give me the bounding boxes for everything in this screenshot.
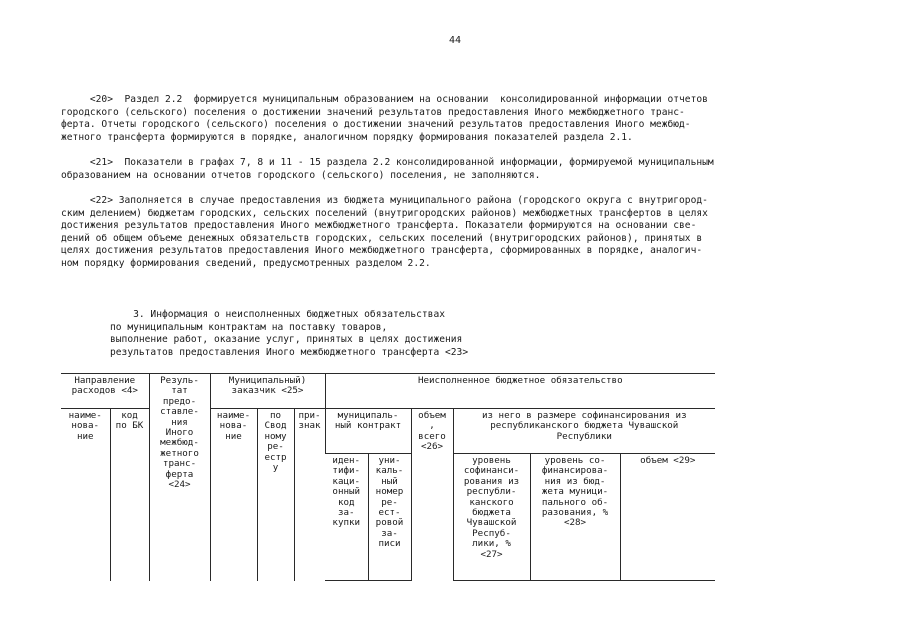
header-direction-code: код по БК	[110, 409, 149, 581]
page-number: 44	[448, 35, 462, 46]
header-result: Резуль- тат предо- ставле- ния Иного межбюд- жетного транс- ферта <24>	[149, 374, 210, 581]
header-customer: Муниципальный) заказчик <25>	[210, 374, 325, 409]
footnote-20: <20> Раздел 2.2 формируется муниципальным образованием на основании консолидированной информации отчетов городского (сельского) поселения о достижении значений результатов предоставления Иного межбюджетного транс- ферта. Отчеты городского (сельского) поселения о достижении значений результатов предоставления Иного межбюд- жетного трансферта формируются в порядке, аналогичном порядку формирования показателей раздела 2.1.	[61, 94, 708, 143]
header-cofinancing: из него в размере софинансирования из республиканского бюджета Чувашской Республики	[453, 409, 715, 454]
header-customer-sign: при- знак	[294, 409, 325, 581]
header-customer-name: наиме- нова- ние	[210, 409, 257, 581]
obligations-table	[61, 373, 715, 581]
section-3-title: 3. Информация о неисполненных бюджетных обязательствах по муниципальным контрактам на поставку товаров, выполнение работ, оказание услуг, принятых в целях достижения результатов предоставления Иного межбюджетного трансферта <23>	[110, 309, 469, 358]
header-municipal-contract: муниципаль- ный контракт	[325, 409, 411, 454]
header-purchase-id: иден- тифи- каци- онный код за- купки	[325, 454, 368, 581]
header-volume-total: объем , всего <26>	[411, 409, 453, 581]
footnote-22: <22> Заполняется в случае предоставления из бюджета муниципального района (городского округа с внутригород- ским делением) бюджетам городских, сельских поселений (внутригородских районов) межбюджетных трансфертов в целях достижения результатов предоставления Иного межбюджетного трансферта. Показатели формируются на основании све- дений об общем объеме денежных обязательств городских, сельских поселений (внутригородских районов), принятых в целях достижения результатов предоставления Иного межбюджетного трансферта, сформированных в порядке, аналогич- ном порядку формирования сведений, предусмотренных разделом 2.2.	[61, 195, 708, 269]
header-unfulfilled-obligation: Неисполненное бюджетное обязательство	[325, 374, 715, 409]
header-direction-name: наиме- нова- ние	[61, 409, 110, 581]
footnote-21: <21> Показатели в графах 7, 8 и 11 - 15 раздела 2.2 консолидированной информации, формируемой муниципальным образованием на основании отчетов городского (сельского) поселения, не заполняются.	[61, 157, 714, 181]
header-customer-registry: по Свод ному ре- естр у	[257, 409, 294, 581]
header-direction: Направление расходов <4>	[61, 374, 149, 409]
header-volume: объем <29>	[620, 454, 715, 581]
header-level-republic: уровень софинанси- рования из республи- канского бюджета Чувашской Респуб- лики, % <27>	[453, 454, 530, 581]
header-registry-number: уни- каль- ный номер ре- ест- ровой за- писи	[368, 454, 411, 581]
header-level-municipal: уровень со- финансирова- ния из бюд- жета муници- пального об- разования, % <28>	[530, 454, 620, 581]
